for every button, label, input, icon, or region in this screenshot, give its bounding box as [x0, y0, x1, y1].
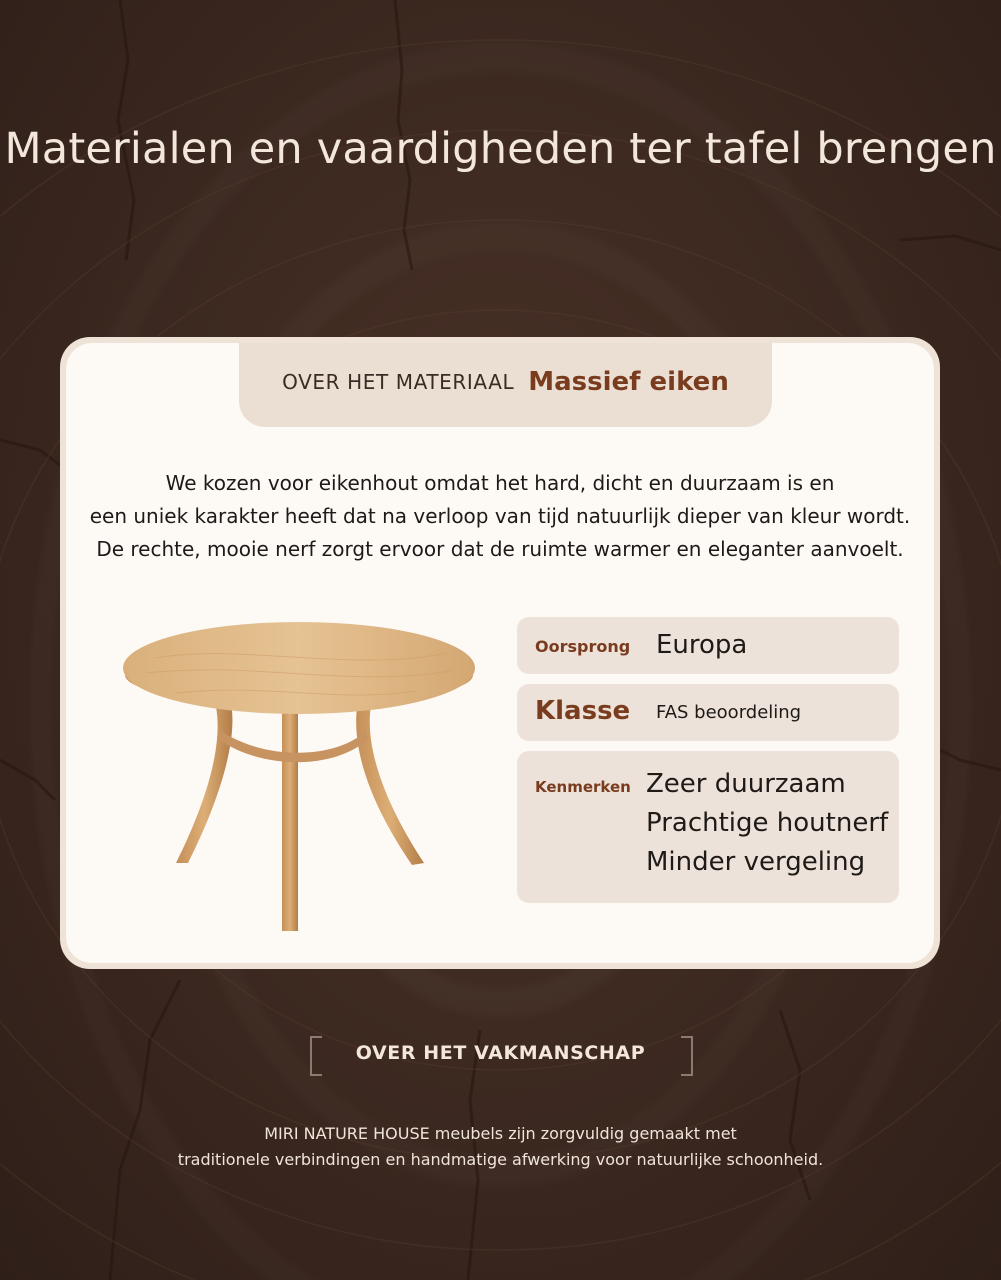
spec-feature-item: Minder vergeling — [646, 847, 866, 877]
spec-origin-key: Oorsprong — [535, 637, 631, 656]
bracket-right-icon — [681, 1036, 693, 1076]
material-tab — [239, 343, 772, 427]
material-name: Massief eiken — [528, 367, 729, 397]
craftsmanship-line: MIRI NATURE HOUSE meubels zijn zorgvuldig gemaakt met — [264, 1124, 737, 1143]
spec-features-key: Kenmerken — [535, 778, 631, 796]
material-card-inner — [66, 343, 934, 963]
description-line: We kozen voor eikenhout omdat het hard, dicht en duurzaam is en — [165, 471, 835, 495]
craftsmanship-line: traditionele verbindingen en handmatige afwerking voor natuurlijke schoonheid. — [177, 1150, 824, 1169]
spec-grade-key: Klasse — [535, 696, 631, 726]
material-label: OVER HET MATERIAAL — [282, 370, 515, 394]
spec-grade-value: FAS beoordeling — [656, 702, 802, 723]
material-description — [66, 467, 934, 566]
spec-origin — [517, 617, 899, 674]
material-card — [60, 337, 940, 969]
description-line: een uniek karakter heeft dat na verloop van tijd natuurlijk dieper van kleur wordt. — [89, 504, 911, 528]
spec-origin-value: Europa — [656, 630, 748, 660]
page-title: Materialen en vaardigheden ter tafel brengen — [4, 124, 997, 174]
craftsmanship-heading — [0, 1036, 1001, 1076]
description-line: De rechte, mooie nerf zorgt ervoor dat de ruimte warmer en eleganter aanvoelt. — [96, 537, 904, 561]
spec-grade — [517, 684, 899, 741]
round-oak-table-image — [116, 613, 486, 933]
spec-feature-item: Zeer duurzaam — [646, 769, 846, 799]
craftsmanship-text — [0, 1121, 1001, 1173]
craftsmanship-title: OVER HET VAKMANSCHAP — [355, 1042, 646, 1064]
spec-features — [517, 751, 899, 903]
spec-feature-item: Prachtige houtnerf — [646, 808, 889, 838]
